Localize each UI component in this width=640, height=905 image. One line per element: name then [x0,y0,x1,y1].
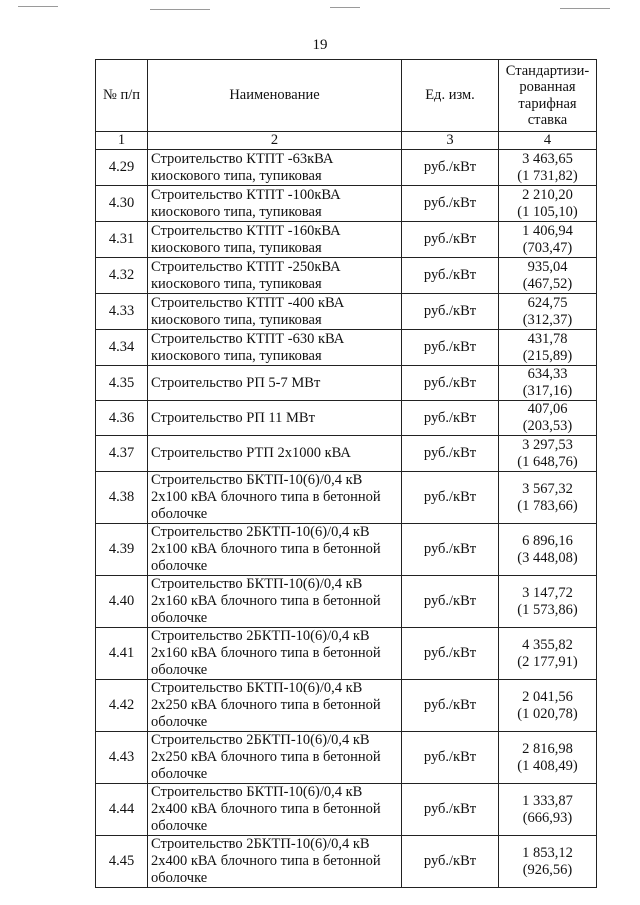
row-name: Строительство 2БКТП-10(6)/0,4 кВ 2х400 кВА блочного типа в бетонной оболочке [148,836,402,888]
row-name: Строительство РП 11 МВт [148,401,402,436]
rate-value-half: (666,93) [522,809,573,826]
row-number: 4.42 [96,680,148,732]
row-unit: руб./кВт [402,576,499,628]
table-row [96,366,597,401]
row-number: 4.34 [96,330,148,366]
table-header-row [96,60,597,132]
row-number: 4.43 [96,732,148,784]
rate-value-half: (1 408,49) [517,757,578,774]
table-row [96,294,597,330]
scan-artifact [150,9,210,10]
row-rate [499,524,597,576]
row-rate [499,680,597,732]
table-row [96,628,597,680]
row-unit: руб./кВт [402,732,499,784]
row-unit: руб./кВт [402,186,499,222]
row-number: 4.45 [96,836,148,888]
row-name: Строительство РП 5-7 МВт [148,366,402,401]
row-name: Строительство КТПТ -63кВА киоскового типа, тупиковая [148,150,402,186]
table-row [96,576,597,628]
rate-value-half: (1 731,82) [517,167,578,184]
row-rate [499,222,597,258]
row-number: 4.36 [96,401,148,436]
table-row [96,330,597,366]
rate-value: 935,04 (467,52) [522,258,573,292]
row-rate [499,628,597,680]
table-row [96,222,597,258]
row-name: Строительство БКТП-10(6)/0,4 кВ 2х160 кВА блочного типа в бетонной оболочке [148,576,402,628]
row-rate [499,258,597,294]
row-number: 4.29 [96,150,148,186]
header-rate: Стандартизи-рованная тарифная ставка [499,60,597,132]
row-rate [499,784,597,836]
rate-value-half: (1 020,78) [517,705,578,722]
row-name: Строительство КТПТ -160кВА киоскового типа, тупиковая [148,222,402,258]
row-rate [499,186,597,222]
table-row [96,150,597,186]
row-unit: руб./кВт [402,524,499,576]
rate-value: 624,75 (312,37) [522,294,573,328]
rate-value: 3 297,53 [522,436,573,453]
rate-value: 2 041,56 [522,688,573,705]
row-number: 4.35 [96,366,148,401]
rate-value-half: (1 648,76) [517,453,578,470]
row-number: 4.39 [96,524,148,576]
rate-value: 3 147,72 [522,584,573,601]
rate-value-half: (3 448,08) [517,549,578,566]
row-name: Строительство КТПТ -400 кВА киоскового типа, тупиковая [148,294,402,330]
row-name: Строительство БКТП-10(6)/0,4 кВ 2х100 кВА блочного типа в бетонной оболочке [148,472,402,524]
page-number: 19 [312,37,328,53]
row-unit: руб./кВт [402,436,499,472]
rate-value: 634,33 (317,16) [522,366,573,399]
row-number: 4.37 [96,436,148,472]
row-number: 4.31 [96,222,148,258]
column-index: 1 [96,132,148,150]
row-rate [499,472,597,524]
rate-value: 1 853,12 [522,844,573,861]
row-unit: руб./кВт [402,401,499,436]
table-row [96,680,597,732]
row-number: 4.44 [96,784,148,836]
rate-value: 1 406,94 [522,222,573,239]
rate-value: 407,06 (203,53) [522,401,573,434]
table-row [96,732,597,784]
rate-value-half: (926,56) [522,861,573,878]
row-name: Строительство БКТП-10(6)/0,4 кВ 2х400 кВА блочного типа в бетонной оболочке [148,784,402,836]
rate-value-half: (1 783,66) [517,497,578,514]
table-row [96,784,597,836]
row-number: 4.40 [96,576,148,628]
row-unit: руб./кВт [402,836,499,888]
rate-value: 3 567,32 [522,480,573,497]
row-rate [499,401,597,436]
row-name: Строительство КТПТ -250кВА киоскового типа, тупиковая [148,258,402,294]
rate-value: 2 210,20 [522,186,573,203]
scan-artifact [330,7,360,8]
row-rate [499,836,597,888]
rate-value: 6 896,16 [522,532,573,549]
table-row [96,524,597,576]
column-index: 2 [148,132,402,150]
table-body [96,150,597,888]
scan-artifact [560,8,610,9]
row-rate [499,366,597,401]
rate-value: 1 333,87 [522,792,573,809]
row-unit: руб./кВт [402,628,499,680]
row-unit: руб./кВт [402,366,499,401]
tariff-table [95,59,597,888]
scan-artifact [18,6,58,7]
row-rate [499,330,597,366]
row-rate [499,294,597,330]
row-unit: руб./кВт [402,222,499,258]
row-unit: руб./кВт [402,258,499,294]
row-number: 4.38 [96,472,148,524]
row-unit: руб./кВт [402,150,499,186]
column-index: 4 [499,132,597,150]
row-name: Строительство КТПТ -100кВА киоскового типа, тупиковая [148,186,402,222]
table-row [96,186,597,222]
rate-value: 2 816,98 [522,740,573,757]
row-unit: руб./кВт [402,680,499,732]
row-name: Строительство БКТП-10(6)/0,4 кВ 2х250 кВА блочного типа в бетонной оболочке [148,680,402,732]
row-rate [499,732,597,784]
row-name: Строительство КТПТ -630 кВА киоскового типа, тупиковая [148,330,402,366]
row-number: 4.33 [96,294,148,330]
rate-value-half: (703,47) [522,239,573,256]
row-number: 4.41 [96,628,148,680]
row-unit: руб./кВт [402,472,499,524]
row-number: 4.32 [96,258,148,294]
header-unit: Ед. изм. [402,60,499,132]
table-row [96,472,597,524]
row-rate [499,150,597,186]
header-name: Наименование [148,60,402,132]
row-number: 4.30 [96,186,148,222]
row-rate [499,576,597,628]
rate-value: 431,78 (215,89) [522,330,573,364]
row-name: Строительство 2БКТП-10(6)/0,4 кВ 2х100 кВА блочного типа в бетонной оболочке [148,524,402,576]
rate-value: 3 463,65 [522,150,573,167]
row-rate [499,436,597,472]
row-unit: руб./кВт [402,330,499,366]
row-name: Строительство РТП 2х1000 кВА [148,436,402,472]
column-index: 3 [402,132,499,150]
row-unit: руб./кВт [402,294,499,330]
row-name: Строительство 2БКТП-10(6)/0,4 кВ 2х250 кВА блочного типа в бетонной оболочке [148,732,402,784]
row-unit: руб./кВт [402,784,499,836]
row-name: Строительство 2БКТП-10(6)/0,4 кВ 2х160 кВА блочного типа в бетонной оболочке [148,628,402,680]
table-row [96,401,597,436]
table-row [96,258,597,294]
rate-value-half: (1 105,10) [517,203,578,220]
rate-value-half: (1 573,86) [517,601,578,618]
table-row [96,436,597,472]
column-index-row [96,132,597,150]
rate-value: 4 355,82 [522,636,573,653]
rate-value-half: (2 177,91) [517,653,578,670]
table-row [96,836,597,888]
header-num: № п/п [96,60,148,132]
